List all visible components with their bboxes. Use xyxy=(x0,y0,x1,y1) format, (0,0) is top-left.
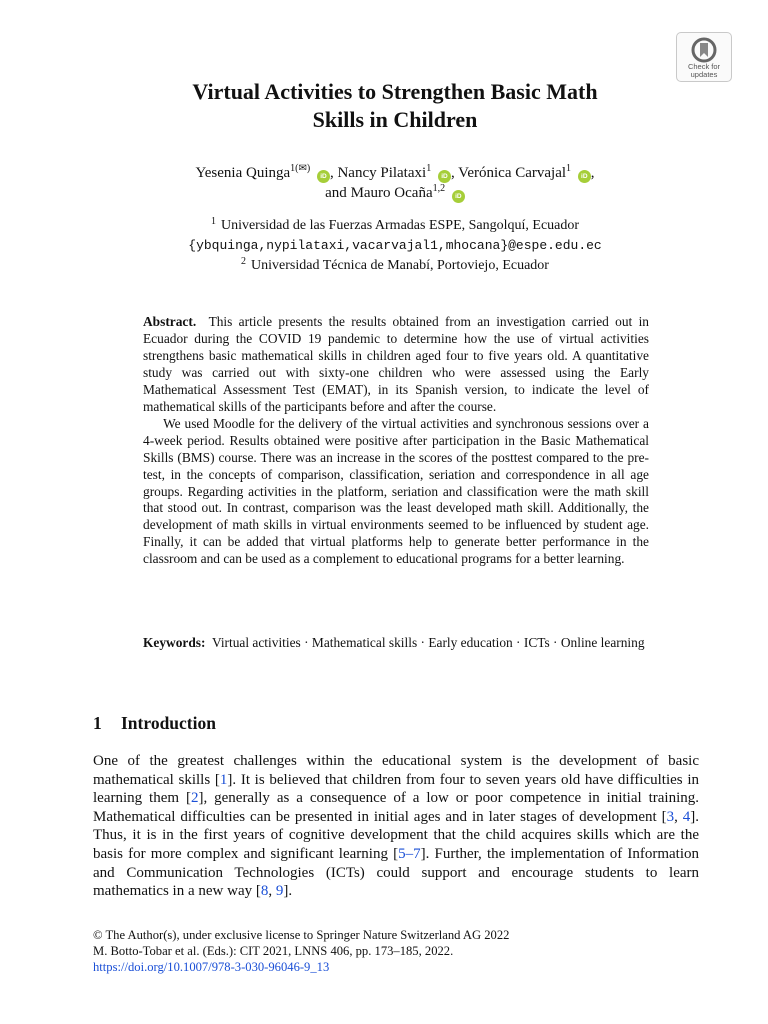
keywords xyxy=(143,634,649,651)
section-number: 1 xyxy=(93,713,102,733)
body-text: ]. Thus, it is in the first years of cognitive development that the child acquires skills which are the basis for more complex and significant learning [ xyxy=(93,808,700,862)
affil-line: Universidad Técnica de Manabí, Portoviejo, Ecuador xyxy=(251,258,549,273)
citation-link[interactable]: 4 xyxy=(682,808,691,825)
affil-number: 2 xyxy=(241,256,247,267)
title-line1: Virtual Activities to Strengthen Basic Math xyxy=(192,79,598,104)
badge-line1: Check for xyxy=(687,62,721,71)
body-text: ], generally as a consequence of a low or poor competence in initial training. Mathematical difficulties can be presented in initial ages and in later stages of development [ xyxy=(93,790,699,825)
crossmark-icon xyxy=(691,37,717,63)
abstract-label: Abstract. xyxy=(143,314,197,329)
citation-link[interactable]: 3 xyxy=(666,808,675,825)
section-heading xyxy=(93,712,216,734)
citation-link[interactable]: 2 xyxy=(190,790,199,807)
author-affil-sup: 1 xyxy=(426,163,432,174)
body-text: One of the greatest challenges within the educational system is the development of basic mathematical skills [ xyxy=(93,753,699,788)
author-emails: {ybquinga,nypilataxi,vacarvajal1,mhocana}@espe.edu.ec xyxy=(188,238,602,253)
author-separator: , xyxy=(329,165,334,181)
author-affil-sup: 1,2 xyxy=(432,183,446,194)
affil-number: 1 xyxy=(210,216,216,227)
citation-link[interactable]: 9 xyxy=(275,883,284,900)
author-name: Mauro Ocaña xyxy=(350,185,433,201)
author-name: Verónica Carvajal xyxy=(458,165,567,181)
copyright-line: © The Author(s), under exclusive license to Springer Nature Switzerland AG 2022 xyxy=(93,928,510,942)
author-list xyxy=(120,163,670,203)
paper-title xyxy=(130,78,660,134)
check-for-updates-badge[interactable] xyxy=(676,32,732,82)
body-text: , xyxy=(268,883,276,900)
author-separator: , xyxy=(590,165,595,181)
affiliations xyxy=(100,216,690,276)
author-affil-sup: 1(✉) xyxy=(290,163,311,174)
orcid-icon[interactable]: iD xyxy=(452,190,465,203)
author-name: Yesenia Quinga xyxy=(195,165,291,181)
citation-link[interactable]: 1 xyxy=(219,771,228,788)
citation-link[interactable]: 8 xyxy=(260,883,269,900)
citation-link[interactable]: 5–7 xyxy=(398,845,421,862)
author-name: Nancy Pilataxi xyxy=(337,165,427,181)
citation-line: M. Botto-Tobar et al. (Eds.): CIT 2021, LNNS 406, pp. 173–185, 2022. xyxy=(93,944,454,959)
badge-line2: updates xyxy=(690,70,718,79)
orcid-icon[interactable]: iD xyxy=(317,170,330,183)
body-text: ]. It is believed that children from four to seven years old have difficulties in learning them [ xyxy=(93,771,699,807)
keywords-text: Virtual activities · Mathematical skills · Early education · ICTs · Online learning xyxy=(211,635,645,650)
section-title: Introduction xyxy=(121,713,216,733)
body-text: , xyxy=(674,808,683,825)
copyright-footer xyxy=(93,927,699,976)
affil-line: Universidad de las Fuerzas Armadas ESPE, Sangolquí, Ecuador xyxy=(220,218,580,233)
abstract xyxy=(143,314,649,568)
author-affil-sup: 1 xyxy=(566,163,572,174)
doi-link[interactable]: https://doi.org/10.1007/978-3-030-96046-9_13 xyxy=(93,960,330,975)
orcid-icon[interactable]: iD xyxy=(438,170,451,183)
body-text: ]. Further, the implementation of Information and Communication Technologies (ICTs) could support and encourage students to learn mathematics in a new way [ xyxy=(93,845,700,900)
abstract-paragraph: We used Moodle for the delivery of the virtual activities and synchronous sessions over a 4-week period. Results obtained were positive after participation in the Basic Mathematical Skills (BMS) course. There was an increase in the scores of the posttest compared to the pre-test, in the concepts of comparison, classification, seriation and correspondence in all age groups. Regarding activities in the platform, seriation and classification were the math skill that stood out. In contrast, comparison was the least developed math skill. Additionally, the development of math skills in virtual environments seemed to be influenced by student age. Finally, it can be added that virtual platforms help to generate better performance in the classroom and can be used as a complement to educational programs for a better learning. xyxy=(143,415,649,567)
abstract-paragraph: This article presents the results obtained from an investigation carried out in Ecuador during the COVID 19 pandemic to determine how the use of virtual activities strengthens basic mathematical skills in children aged four to five years old. A quantitative study was carried out with sixty-one children who were assessed using the Early Mathematical Assessment Test (EMAT), in its Spanish version, to indicate the level of mathematical skills of the participants before and after the course. xyxy=(143,314,649,414)
introduction-paragraph xyxy=(93,752,699,901)
body-text: ]. xyxy=(283,883,293,900)
title-line2: Skills in Children xyxy=(312,107,478,132)
author-conjunction: and xyxy=(325,185,347,201)
keywords-label: Keywords: xyxy=(143,635,206,650)
author-separator: , xyxy=(450,165,455,181)
orcid-icon[interactable]: iD xyxy=(578,170,591,183)
